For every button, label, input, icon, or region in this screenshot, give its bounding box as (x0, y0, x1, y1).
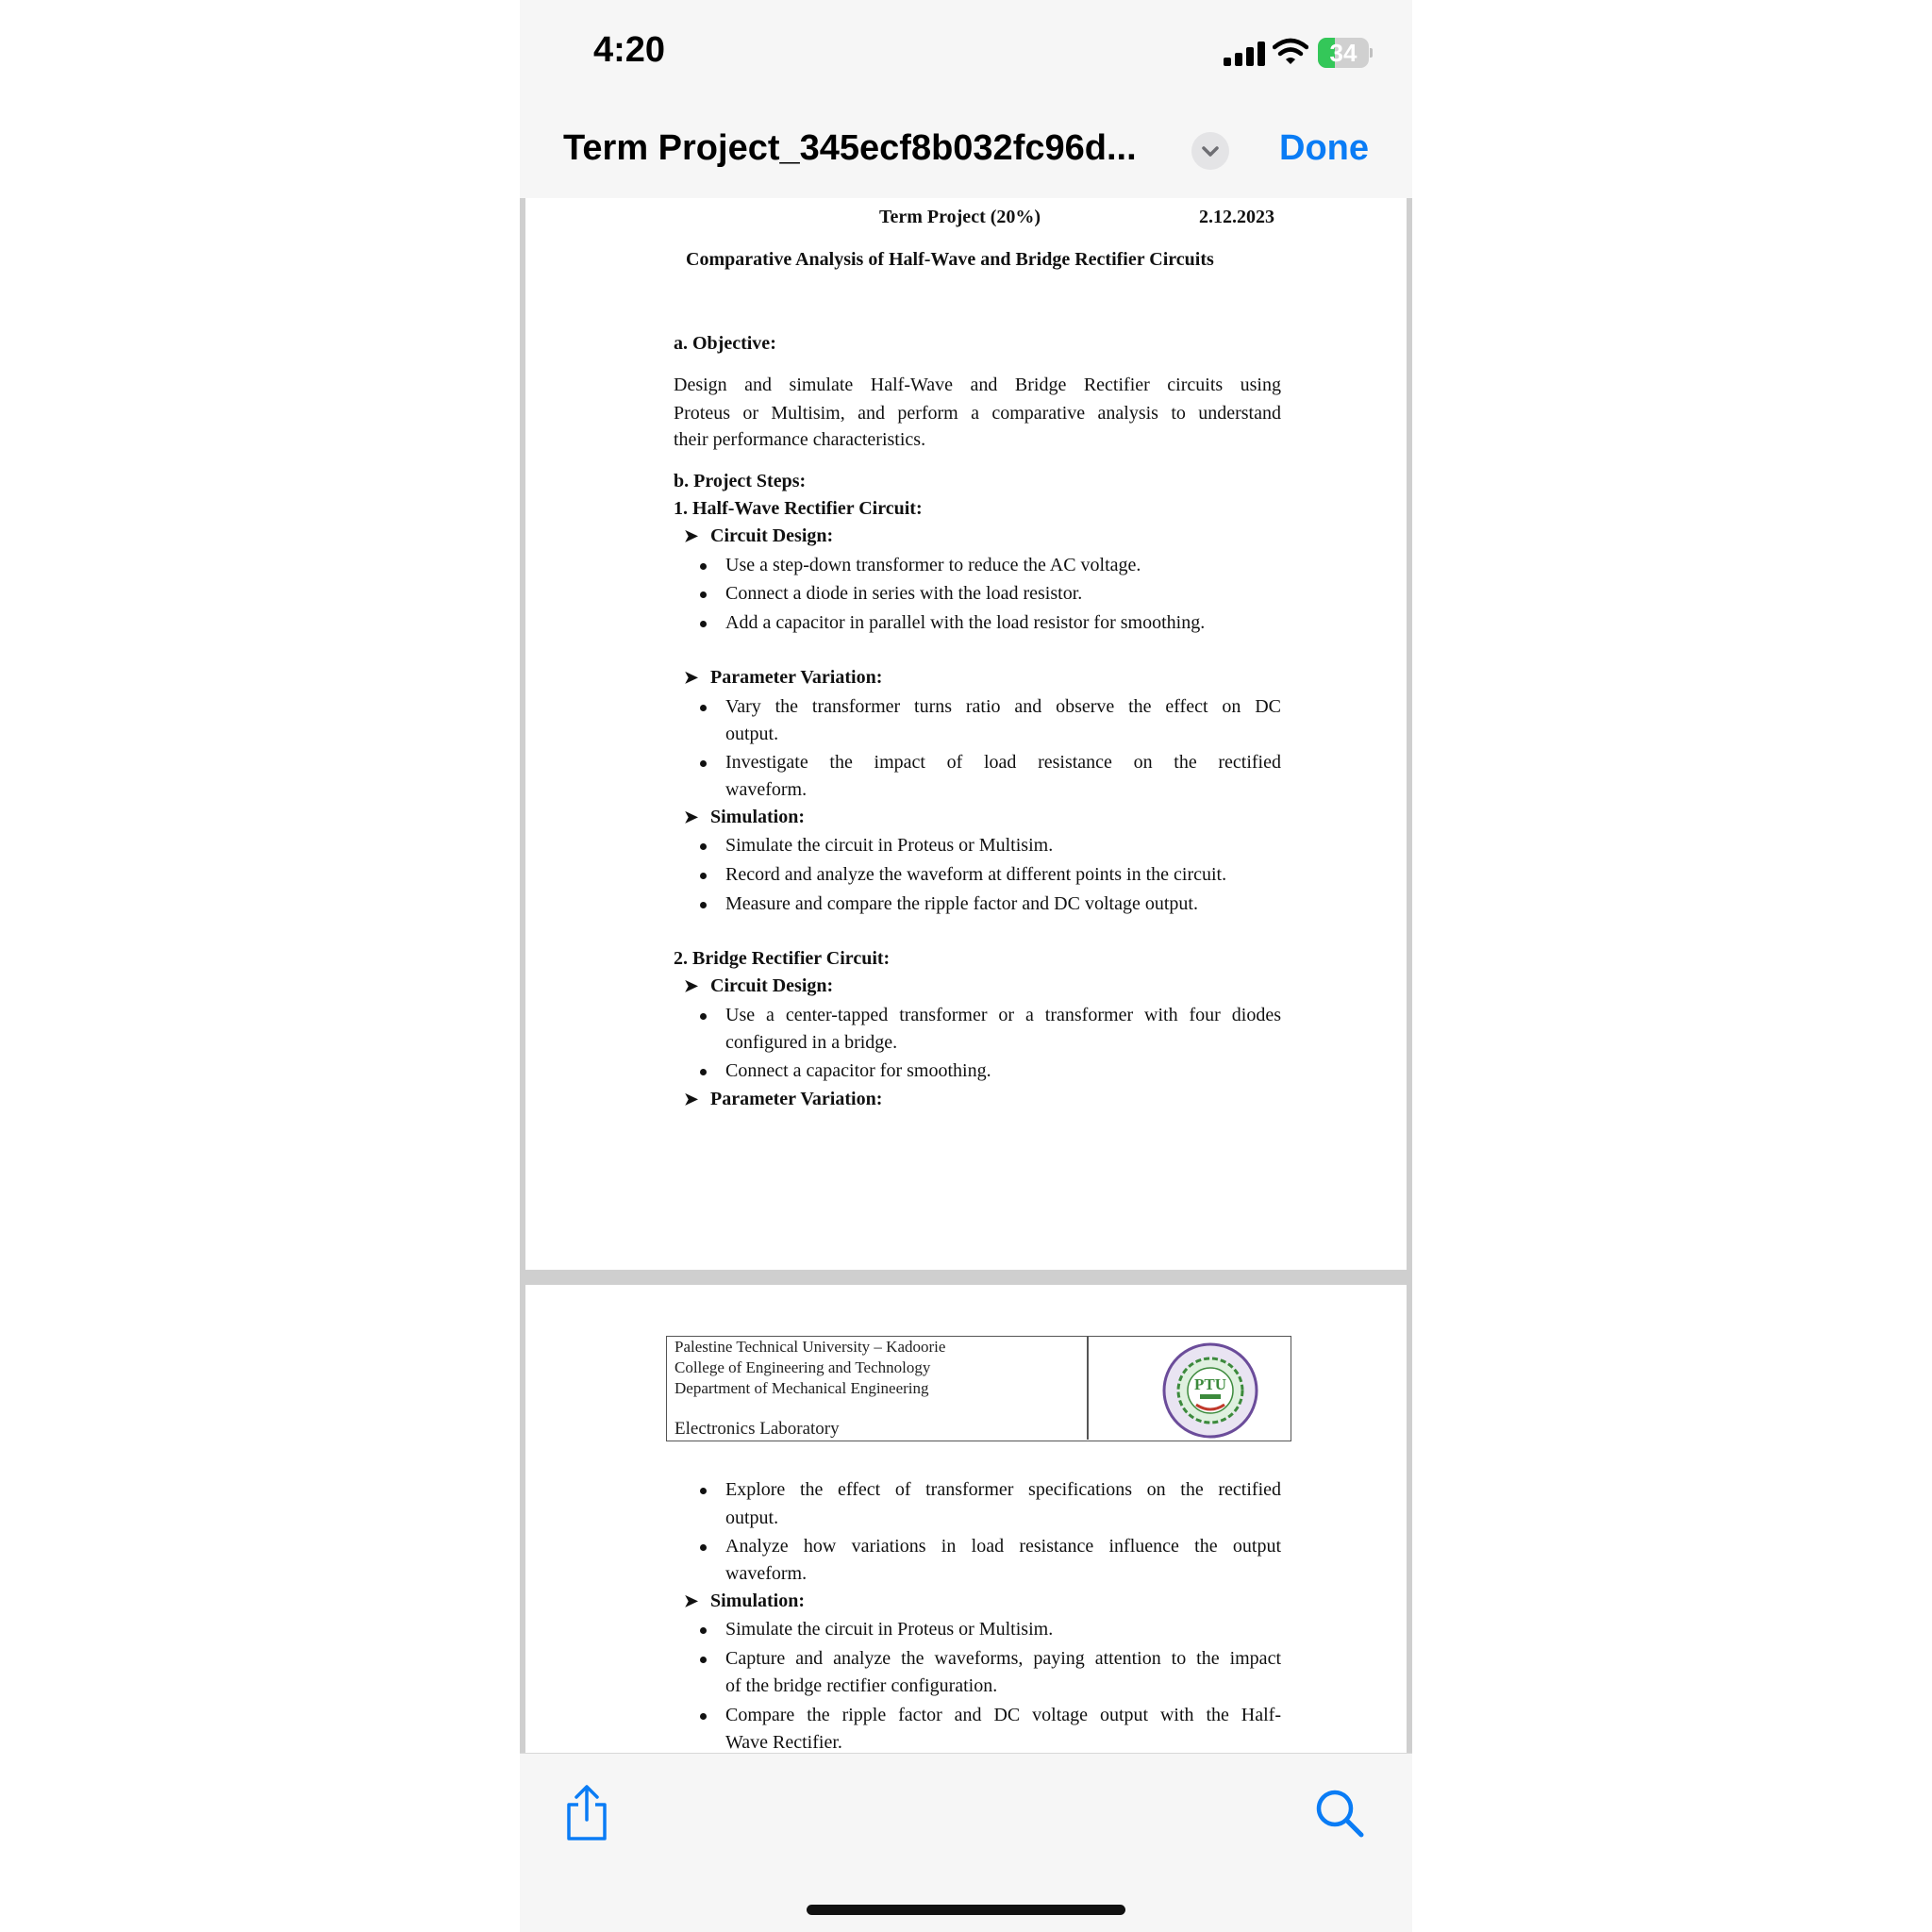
svg-text:PTU: PTU (1194, 1375, 1226, 1393)
list-item-continued: waveform. (725, 1563, 808, 1584)
bullet-icon (700, 1013, 707, 1020)
subsection-heading: Circuit Design: (710, 975, 834, 996)
cellular-signal-icon (1224, 42, 1265, 66)
arrow-bullet-icon: ➤ (684, 526, 699, 545)
battery-level: 34 (1329, 39, 1357, 67)
search-icon[interactable] (1314, 1788, 1365, 1839)
bullet-icon (700, 843, 707, 850)
status-time: 4:20 (593, 30, 666, 70)
bullet-icon (700, 1627, 707, 1634)
list-item-continued: waveform. (725, 779, 808, 800)
list-item-continued: of the bridge rectifier configuration. (725, 1675, 998, 1696)
document-title: Term Project_345ecf8b032fc96d... (563, 128, 1137, 168)
page-header-date: 2.12.2023 (1199, 207, 1274, 227)
arrow-bullet-icon: ➤ (684, 668, 699, 687)
list-item-continued: Wave Rectifier. (725, 1732, 842, 1753)
bullet-icon (700, 621, 707, 627)
list-item: Add a capacitor in parallel with the load resistor for smoothing. (725, 612, 1206, 633)
bullet-icon (700, 705, 707, 711)
project-steps-heading: b. Project Steps: (674, 471, 807, 491)
bullet-icon (700, 591, 707, 598)
subsection-heading: Simulation: (710, 807, 806, 827)
list-item: Connect a capacitor for smoothing. (725, 1060, 991, 1081)
objective-line: Design and simulate Half-Wave and Bridge Rectifier circuits using (674, 375, 1281, 395)
lab-name: Electronics Laboratory (675, 1419, 840, 1439)
bullet-icon (700, 563, 707, 570)
wifi-icon (1273, 38, 1308, 66)
list-item: Measure and compare the ripple factor and DC voltage output. (725, 893, 1198, 914)
document-page-1 (525, 198, 1407, 1270)
section-heading: 1. Half-Wave Rectifier Circuit: (674, 498, 923, 519)
page-header-label: Term Project (20%) (879, 207, 1041, 227)
objective-line: Proteus or Multisim, and perform a comparative analysis to understand (674, 403, 1281, 424)
subsection-heading: Parameter Variation: (710, 1089, 883, 1109)
document-page-2 (525, 1285, 1407, 1753)
share-icon[interactable] (563, 1784, 610, 1842)
arrow-bullet-icon: ➤ (684, 976, 699, 995)
bottom-toolbar (520, 1753, 1412, 1932)
department-name: Department of Mechanical Engineering (675, 1379, 929, 1397)
bullet-icon (700, 1544, 707, 1551)
bullet-icon (700, 1488, 707, 1494)
list-item: Investigate the impact of load resistance on the rectified (725, 752, 1281, 773)
arrow-bullet-icon: ➤ (684, 1090, 699, 1108)
list-item: Simulate the circuit in Proteus or Multisim. (725, 835, 1054, 856)
battery-icon (1318, 38, 1373, 68)
list-item-continued: output. (725, 724, 779, 744)
list-item: Simulate the circuit in Proteus or Multisim. (725, 1619, 1054, 1640)
objective-line: their performance characteristics. (674, 429, 926, 450)
subsection-heading: Parameter Variation: (710, 667, 883, 688)
home-indicator[interactable] (807, 1905, 1125, 1915)
list-item: Analyze how variations in load resistance influence the output (725, 1536, 1281, 1557)
chevron-down-icon (1191, 132, 1229, 170)
objective-heading: a. Objective: (674, 333, 776, 354)
list-item: Capture and analyze the waveforms, paying attention to the impact (725, 1648, 1281, 1669)
list-item: Compare the ripple factor and DC voltage output with the Half- (725, 1705, 1281, 1725)
list-item: Connect a diode in series with the load resistor. (725, 583, 1083, 604)
university-header-table (666, 1336, 1291, 1441)
list-item: Vary the transformer turns ratio and observe the effect on DC (725, 696, 1281, 717)
list-item-continued: output. (725, 1507, 779, 1528)
list-item: Explore the effect of transformer specifications on the rectified (725, 1479, 1281, 1500)
bullet-icon (700, 902, 707, 908)
university-name: Palestine Technical University – Kadoorie (675, 1338, 946, 1356)
arrow-bullet-icon: ➤ (684, 1591, 699, 1610)
title-menu-button[interactable] (1191, 132, 1229, 170)
arrow-bullet-icon: ➤ (684, 808, 699, 826)
bullet-icon (700, 1657, 707, 1663)
phone-screen (520, 0, 1412, 1932)
bullet-icon (700, 1069, 707, 1075)
list-item: Record and analyze the waveform at different points in the circuit. (725, 864, 1227, 885)
section-heading: 2. Bridge Rectifier Circuit: (674, 948, 891, 969)
document-viewer[interactable] (520, 198, 1412, 1753)
college-name: College of Engineering and Technology (675, 1358, 931, 1376)
university-logo-icon (1162, 1342, 1258, 1439)
bullet-icon (700, 873, 707, 879)
document-title-heading: Comparative Analysis of Half-Wave and Bridge Rectifier Circuits (686, 249, 1214, 270)
list-item: Use a step-down transformer to reduce the AC voltage. (725, 555, 1141, 575)
done-button[interactable]: Done (1279, 128, 1369, 168)
bullet-icon (700, 760, 707, 767)
list-item-continued: configured in a bridge. (725, 1032, 898, 1053)
subsection-heading: Circuit Design: (710, 525, 834, 546)
bullet-icon (700, 1713, 707, 1720)
subsection-heading: Simulation: (710, 1591, 806, 1611)
list-item: Use a center-tapped transformer or a transformer with four diodes (725, 1005, 1281, 1025)
